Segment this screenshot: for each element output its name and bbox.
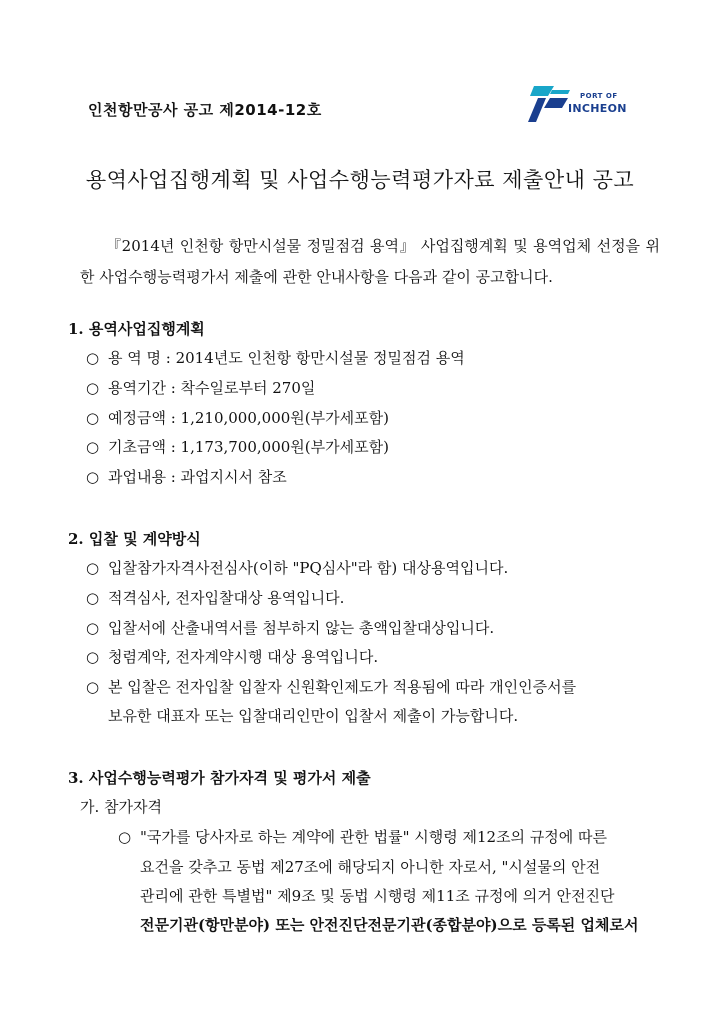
list-item: ○ 과업내용 : 과업지시서 참조 — [86, 468, 287, 486]
list-item: ○ "국가를 당사자로 하는 계약에 관한 법률" 시행령 제12조의 규정에 따른 — [118, 828, 608, 846]
list-item: ○ 용역기간 : 착수일로부터 270일 — [86, 379, 316, 397]
intro-paragraph: 『2014년 인천항 항만시설물 정밀점검 용역』 사업집행계획 및 용역업체 선정을 위한 사업수행능력평가서 제출에 관한 안내사항을 다음과 같이 공고합니다. — [80, 237, 660, 286]
list-item-continuation: 요건을 갖추고 동법 제27조에 해당되지 아니한 자로서, "시설물의 안전 — [140, 858, 601, 876]
section2-heading: 2. 입찰 및 계약방식 — [68, 530, 201, 548]
document-title: 용역사업집행계획 및 사업수행능력평가자료 제출안내 공고 — [85, 168, 635, 192]
bullet-icon: ○ — [86, 409, 100, 427]
subsection-heading: 가. 참가자격 — [80, 798, 162, 816]
list-item: ○ 청렴계약, 전자계약시행 대상 용역입니다. — [86, 648, 379, 666]
list-item: ○ 예정금액 : 1,210,000,000원(부가세포함) — [86, 409, 389, 427]
list-item-continuation: 전문기관(항만분야) 또는 안전진단전문기관(종합분야)으로 등록된 업체로서 — [140, 916, 639, 934]
bullet-icon: ○ — [86, 619, 100, 637]
bullet-icon: ○ — [86, 438, 100, 456]
list-item-continuation: 보유한 대표자 또는 입찰대리인만이 입찰서 제출이 가능합니다. — [108, 707, 519, 725]
bullet-icon: ○ — [86, 589, 100, 607]
list-item: ○ 용 역 명 : 2014년도 인천항 항만시설물 정밀점검 용역 — [86, 349, 465, 367]
logo-mark-icon — [528, 82, 572, 126]
bullet-icon: ○ — [86, 678, 100, 696]
notice-number: 인천항만공사 공고 제2014-12호 — [88, 101, 322, 119]
bullet-icon: ○ — [86, 349, 100, 367]
list-item: ○ 적격심사, 전자입찰대상 용역입니다. — [86, 589, 345, 607]
bullet-icon: ○ — [118, 828, 132, 846]
bullet-icon: ○ — [86, 648, 100, 666]
bullet-icon: ○ — [86, 379, 100, 397]
section1-heading: 1. 용역사업집행계획 — [68, 320, 205, 338]
logo-text-main: INCHEON — [568, 102, 627, 115]
logo-text-top: PORT OF — [580, 92, 618, 100]
list-item: ○ 입찰참가자격사전심사(이하 "PQ심사"라 함) 대상용역입니다. — [86, 559, 509, 577]
section3-heading: 3. 사업수행능력평가 참가자격 및 평가서 제출 — [68, 769, 371, 787]
list-item: ○ 기초금액 : 1,173,700,000원(부가세포함) — [86, 438, 389, 456]
list-item: ○ 본 입찰은 전자입찰 입찰자 신원확인제도가 적용됨에 따라 개인인증서를 — [86, 678, 577, 696]
bullet-icon: ○ — [86, 559, 100, 577]
bullet-icon: ○ — [86, 468, 100, 486]
list-item: ○ 입찰서에 산출내역서를 첨부하지 않는 총액입찰대상입니다. — [86, 619, 495, 637]
list-item-continuation: 관리에 관한 특별법" 제9조 및 동법 시행령 제11조 규정에 의거 안전진단 — [140, 887, 615, 905]
port-of-incheon-logo — [528, 82, 638, 126]
